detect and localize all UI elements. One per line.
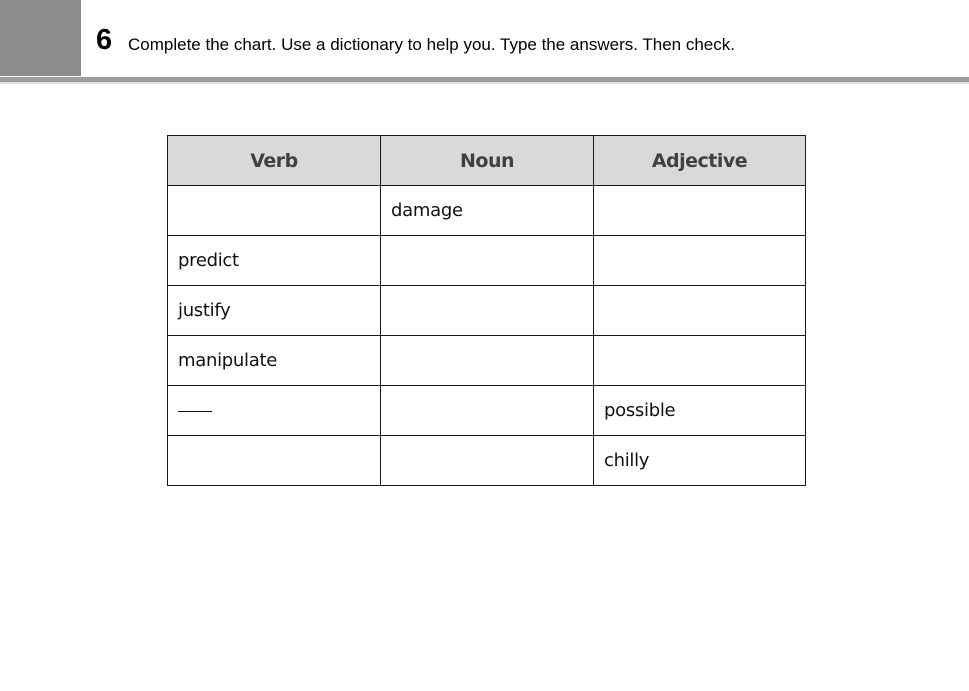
answer-cell-verb[interactable]: [168, 186, 381, 236]
given-cell-adjective: possible: [594, 386, 806, 436]
given-cell-verb: justify: [168, 286, 381, 336]
table-row: [168, 386, 806, 436]
column-header-adjective: Adjective: [594, 136, 806, 186]
answer-cell-noun[interactable]: [381, 336, 594, 386]
word-forms-chart: [167, 135, 806, 486]
answer-cell-adjective[interactable]: [594, 236, 806, 286]
no-verb-dash: [178, 411, 212, 412]
exercise-instruction: Complete the chart. Use a dictionary to help you. Type the answers. Then check.: [128, 35, 735, 54]
header-bar: [0, 0, 969, 78]
answer-cell-noun[interactable]: [381, 286, 594, 336]
chart-header-row: [168, 136, 806, 186]
table-row: [168, 436, 806, 486]
given-cell-verb: manipulate: [168, 336, 381, 386]
answer-cell-adjective[interactable]: [594, 286, 806, 336]
exercise-number: 6: [96, 24, 113, 56]
answer-cell-noun[interactable]: [381, 386, 594, 436]
answer-cell-noun[interactable]: [381, 436, 594, 486]
exercise-number-block: [0, 0, 81, 76]
table-row: [168, 336, 806, 386]
answer-cell-verb[interactable]: [168, 436, 381, 486]
given-cell-noun: damage: [381, 186, 594, 236]
no-verb-cell: [168, 386, 381, 436]
answer-cell-adjective[interactable]: [594, 336, 806, 386]
table-row: [168, 186, 806, 236]
given-cell-verb: predict: [168, 236, 381, 286]
table-row: [168, 236, 806, 286]
table-row: [168, 286, 806, 336]
answer-cell-noun[interactable]: [381, 236, 594, 286]
column-header-noun: Noun: [381, 136, 594, 186]
answer-cell-adjective[interactable]: [594, 186, 806, 236]
column-header-verb: Verb: [168, 136, 381, 186]
given-cell-adjective: chilly: [594, 436, 806, 486]
header-divider-shadow: [0, 82, 969, 84]
